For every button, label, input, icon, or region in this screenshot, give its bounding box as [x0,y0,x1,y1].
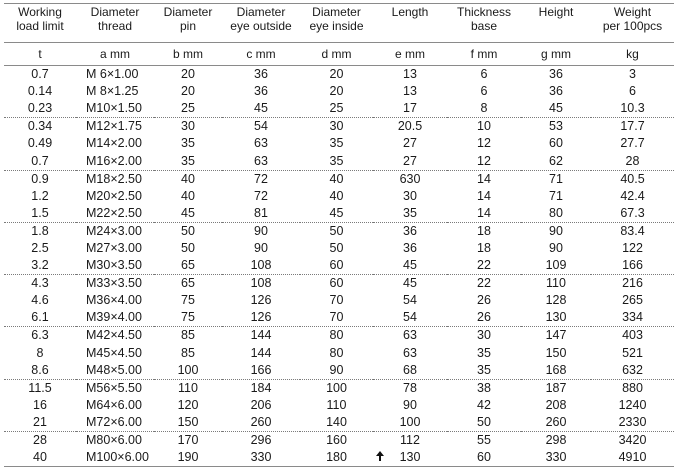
cell-diameter-eye-inside: 160 [300,431,373,449]
cell-diameter-eye-inside: 30 [300,118,373,136]
cell-weight: 166 [622,258,643,273]
table-row [4,222,674,240]
table-row [4,327,674,345]
cell-diameter-thread: M 8×1.25 [86,84,139,99]
cell-thickness-base: 60 [447,449,521,467]
cell-thickness-base: 35 [477,362,491,377]
cell-diameter-thread: M36×4.00 [86,293,142,308]
table-row [4,292,674,309]
cell-length: 13 [403,84,417,99]
cell-diameter-thread: M72×6.00 [86,414,142,429]
cell-diameter-pin: 75 [181,293,195,308]
cell-diameter-eye-inside: 70 [329,310,344,325]
cell-diameter-eye-inside: 180 [300,449,373,467]
cell-diameter-pin: 100 [177,362,199,377]
cell-length: 130 [373,449,447,467]
cell-diameter-eye-outside: 54 [222,118,300,136]
mouse-pointer-icon [376,451,384,461]
cell-thickness-base: 26 [477,293,491,308]
cell-weight: 10.3 [620,101,645,116]
cell-working-load-limit: 0.23 [27,101,53,116]
cell-diameter-thread: M20×2.50 [86,188,142,203]
cell-diameter-eye-outside: 108 [250,258,272,273]
cell-diameter-eye-outside: 206 [250,397,272,412]
cell-diameter-thread: M64×6.00 [86,397,142,412]
cell-working-load-limit: 16 [33,397,47,412]
cell-length: 27 [403,136,417,151]
table-row [4,379,674,397]
cell-working-load-limit: 1.5 [31,205,49,220]
cell-diameter-thread: M12×1.75 [76,118,154,136]
cell-diameter-thread: M24×3.00 [76,222,154,240]
table-row [4,275,674,293]
cell-weight: 67.3 [620,205,645,220]
unit-diameter-eye-outside: c mm [222,43,300,66]
cell-weight: 27.7 [620,136,645,151]
cell-working-load-limit: 0.7 [31,67,49,82]
col-header-diameter-eye-outside: Diameter eye outside [222,4,300,43]
spec-table [4,3,674,467]
cell-height: 36 [549,84,563,99]
cell-weight: 28 [625,153,640,168]
table-row [4,397,674,414]
cell-weight: 216 [591,275,674,293]
table-row [4,345,674,362]
cell-diameter-eye-inside: 60 [329,258,344,273]
cell-diameter-eye-inside: 60 [300,275,373,293]
cell-height: 80 [549,205,563,220]
cell-height: 128 [545,293,567,308]
cell-thickness-base: 22 [477,258,491,273]
cell-diameter-pin: 85 [181,345,195,360]
cell-diameter-pin: 170 [154,431,222,449]
table-row [4,100,674,118]
cell-diameter-thread: M45×4.50 [86,345,142,360]
cell-working-load-limit: 6.1 [31,310,49,325]
cell-diameter-thread: M39×4.00 [86,310,142,325]
cell-diameter-eye-outside: 36 [254,67,268,82]
col-header-height: Height [521,4,591,43]
cell-working-load-limit: 0.9 [4,170,76,188]
cell-height: 109 [545,258,567,273]
table-body [4,66,674,467]
cell-diameter-pin: 40 [181,188,195,203]
col-header-diameter-pin: Diameter pin [154,4,222,43]
cell-length: 90 [403,397,417,412]
cell-working-load-limit: 0.14 [27,84,53,99]
cell-thickness-base: 38 [447,379,521,397]
cell-weight: 42.4 [620,188,645,203]
cell-diameter-eye-inside: 100 [300,379,373,397]
cell-diameter-pin: 35 [181,136,195,151]
cell-working-load-limit: 0.34 [4,118,76,136]
cell-diameter-thread: M18×2.50 [76,170,154,188]
cell-working-load-limit: 3.2 [31,258,49,273]
cell-diameter-eye-inside: 40 [329,188,344,203]
cell-length: 112 [373,431,447,449]
cell-diameter-thread: M30×3.50 [86,258,142,273]
cell-diameter-pin: 35 [181,153,195,168]
cell-height: 53 [521,118,591,136]
cell-length: 78 [373,379,447,397]
cell-working-load-limit: 4.6 [31,293,49,308]
col-header-thickness-base: Thickness base [447,4,521,43]
cell-working-load-limit: 0.7 [31,153,49,168]
table-row [4,362,674,380]
col-header-weight: Weight per 100pcs [591,4,674,43]
cell-diameter-eye-inside: 80 [300,327,373,345]
cell-working-load-limit: 28 [4,431,76,449]
cell-diameter-pin: 50 [181,240,195,255]
table-row [4,66,674,84]
cell-diameter-eye-outside: 81 [254,205,268,220]
cell-thickness-base: 18 [477,240,491,255]
cell-diameter-eye-inside: 80 [329,345,344,360]
cell-diameter-pin: 190 [154,449,222,467]
cell-thickness-base: 6 [480,84,488,99]
cell-weight: 40.5 [591,170,674,188]
table-row [4,431,674,449]
col-header-length: Length [373,4,447,43]
cell-working-load-limit: 21 [33,414,47,429]
cell-diameter-eye-outside: 144 [222,327,300,345]
cell-diameter-pin: 45 [181,205,195,220]
cell-length: 100 [399,414,421,429]
cell-working-load-limit: 4.3 [4,275,76,293]
cell-diameter-pin: 30 [154,118,222,136]
cell-diameter-pin: 20 [181,84,195,99]
cell-diameter-pin: 65 [181,258,195,273]
col-header-diameter-thread: Diameter thread [76,4,154,43]
cell-diameter-pin: 85 [154,327,222,345]
cell-diameter-thread: M42×4.50 [76,327,154,345]
cell-length: 20.5 [373,118,447,136]
cell-thickness-base: 35 [477,345,491,360]
cell-weight: 880 [591,379,674,397]
cell-thickness-base: 18 [447,222,521,240]
cell-thickness-base: 10 [447,118,521,136]
cell-weight: 2330 [618,414,647,429]
cell-working-load-limit: 0.49 [27,136,53,151]
cell-height: 71 [549,188,563,203]
cell-diameter-eye-inside: 140 [326,414,347,429]
cell-diameter-pin: 120 [177,397,199,412]
cell-diameter-eye-outside: 90 [222,222,300,240]
cell-diameter-pin: 40 [154,170,222,188]
table-row [4,135,674,152]
unit-diameter-pin: b mm [154,43,222,66]
cell-diameter-pin: 20 [181,67,195,82]
cell-height: 330 [521,449,591,467]
cell-diameter-eye-inside: 20 [329,67,344,82]
cell-diameter-thread: M33×3.50 [76,275,154,293]
cell-thickness-base: 50 [477,414,491,429]
cell-diameter-thread: M48×5.00 [86,362,142,377]
cell-diameter-eye-outside: 45 [254,101,268,116]
cell-working-load-limit: 6.3 [4,327,76,345]
spec-table-container [4,3,674,465]
cell-weight: 4910 [591,449,674,467]
cell-weight: 403 [591,327,674,345]
cell-diameter-thread: M27×3.00 [86,240,142,255]
cell-diameter-thread: M56×5.50 [76,379,154,397]
cell-thickness-base: 12 [477,153,491,168]
unit-length: e mm [373,43,447,66]
cell-working-load-limit: 1.8 [4,222,76,240]
cell-length: 63 [403,345,417,360]
cell-height: 60 [549,136,563,151]
cell-height: 147 [521,327,591,345]
cell-diameter-thread: M 6×1.00 [86,67,139,82]
cell-diameter-eye-outside: 126 [250,293,272,308]
cell-working-load-limit: 1.2 [31,188,49,203]
cell-diameter-eye-inside: 45 [329,205,344,220]
cell-thickness-base: 30 [447,327,521,345]
cell-length: 27 [403,153,417,168]
cell-diameter-eye-inside: 50 [300,222,373,240]
cell-diameter-eye-outside: 126 [250,310,272,325]
unit-diameter-thread: a mm [76,43,154,66]
table-row [4,83,674,100]
table-row [4,309,674,327]
cell-height: 260 [545,414,567,429]
cell-diameter-eye-outside: 72 [222,170,300,188]
cell-diameter-thread: M10×1.50 [86,101,142,116]
cell-thickness-base: 6 [480,67,488,82]
cell-diameter-eye-outside: 144 [250,345,272,360]
cell-diameter-pin: 110 [154,379,222,397]
table-row [4,118,674,136]
cell-diameter-eye-outside: 296 [222,431,300,449]
cell-diameter-eye-inside: 70 [329,293,344,308]
cell-length: 63 [373,327,447,345]
cell-diameter-eye-outside: 72 [254,188,268,203]
cell-diameter-eye-inside: 50 [329,240,344,255]
cell-thickness-base: 12 [477,136,491,151]
cell-diameter-eye-inside: 25 [329,101,344,116]
cell-working-load-limit: 11.5 [4,379,76,397]
table-row [4,257,674,275]
cell-diameter-eye-outside: 90 [254,240,268,255]
cell-working-load-limit: 2.5 [31,240,49,255]
cell-working-load-limit: 40 [4,449,76,467]
cell-height: 150 [545,345,567,360]
cell-diameter-pin: 150 [177,414,199,429]
cell-diameter-eye-outside: 36 [254,84,268,99]
table-row [4,188,674,205]
cell-diameter-eye-inside: 90 [329,362,344,377]
cell-length: 17 [403,101,417,116]
cell-diameter-pin: 75 [181,310,195,325]
cell-diameter-pin: 50 [154,222,222,240]
cell-thickness-base: 14 [447,170,521,188]
cell-weight: 265 [622,293,643,308]
cell-length: 30 [403,188,417,203]
cell-weight: 1240 [618,397,647,412]
cell-working-load-limit: 8.6 [31,362,49,377]
cell-diameter-thread: M14×2.00 [86,136,142,151]
header-row [4,4,674,43]
cell-length: 45 [403,258,417,273]
cell-height: 110 [521,275,591,293]
col-header-working-load-limit: Working load limit [4,4,76,43]
cell-diameter-eye-inside: 20 [329,84,344,99]
cell-diameter-eye-outside: 166 [250,362,272,377]
cell-height: 130 [545,310,567,325]
table-row [4,152,674,170]
cell-height: 298 [521,431,591,449]
cell-length: 35 [403,205,417,220]
cell-height: 45 [549,101,563,116]
unit-diameter-eye-inside: d mm [300,43,373,66]
cell-length: 45 [373,275,447,293]
cell-weight: 3 [629,67,636,82]
unit-weight: kg [591,43,674,66]
cell-height: 71 [521,170,591,188]
cell-working-load-limit: 8 [36,345,44,360]
cell-length: 36 [403,240,417,255]
table-row [4,205,674,223]
table-row [4,240,674,257]
cell-diameter-eye-inside: 35 [329,136,344,151]
cell-weight: 334 [622,310,643,325]
cell-length: 630 [373,170,447,188]
cell-diameter-pin: 65 [154,275,222,293]
cell-height: 36 [549,67,563,82]
cell-length: 68 [403,362,417,377]
cell-diameter-eye-inside: 35 [329,153,344,168]
cell-height: 90 [549,240,563,255]
cell-height: 90 [521,222,591,240]
col-header-diameter-eye-inside: Diameter eye inside [300,4,373,43]
cell-height: 168 [545,362,567,377]
cell-height: 208 [545,397,567,412]
cell-weight: 6 [629,84,636,99]
unit-height: g mm [521,43,591,66]
cell-thickness-base: 14 [477,205,491,220]
unit-thickness-base: f mm [447,43,521,66]
cell-diameter-eye-outside: 63 [254,136,268,151]
cell-weight: 3420 [591,431,674,449]
cell-length: 54 [403,310,417,325]
cell-diameter-eye-inside: 110 [326,397,347,412]
cell-thickness-base: 26 [477,310,491,325]
cell-thickness-base: 42 [477,397,491,412]
cell-weight: 632 [622,362,643,377]
unit-working-load-limit: t [4,43,76,66]
table-row [4,449,674,467]
cell-diameter-eye-outside: 63 [254,153,268,168]
cell-thickness-base: 14 [477,188,491,203]
units-row [4,43,674,66]
cell-diameter-eye-outside: 330 [222,449,300,467]
cell-diameter-eye-outside: 260 [250,414,272,429]
cell-length: 13 [403,67,417,82]
cell-thickness-base: 55 [447,431,521,449]
cell-diameter-eye-inside: 40 [300,170,373,188]
cell-diameter-pin: 25 [181,101,195,116]
cell-weight: 122 [622,240,643,255]
cell-diameter-thread: M22×2.50 [86,205,142,220]
table-row [4,170,674,188]
cell-weight: 17.7 [591,118,674,136]
cell-diameter-eye-outside: 108 [222,275,300,293]
cell-diameter-eye-outside: 184 [222,379,300,397]
cell-height: 62 [549,153,563,168]
table-row [4,414,674,432]
cell-thickness-base: 22 [447,275,521,293]
cell-diameter-thread: M16×2.00 [86,153,142,168]
cell-weight: 521 [622,345,643,360]
cell-diameter-thread: M100×6.00 [76,449,154,467]
cell-diameter-thread: M80×6.00 [76,431,154,449]
cell-length: 36 [373,222,447,240]
cell-length: 54 [403,293,417,308]
cell-thickness-base: 8 [480,101,488,116]
cell-weight: 83.4 [591,222,674,240]
cell-height: 187 [521,379,591,397]
